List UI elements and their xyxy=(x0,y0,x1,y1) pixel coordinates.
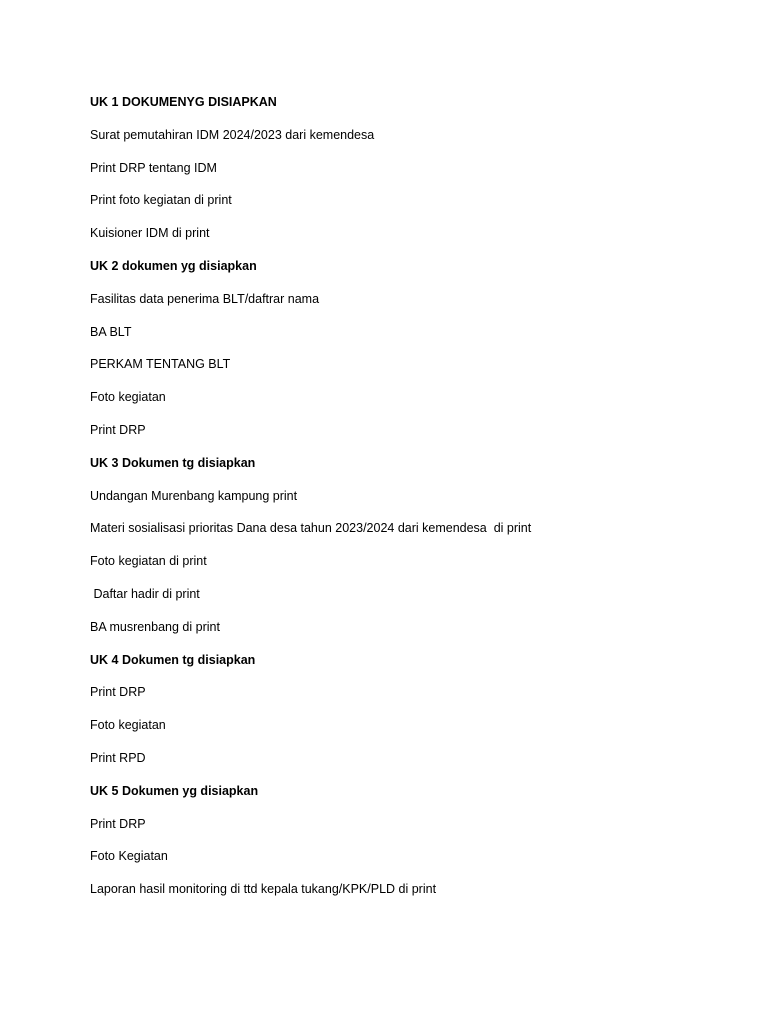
list-item: Print RPD xyxy=(90,750,146,765)
list-item: BA BLT xyxy=(90,324,132,339)
list-item: Laporan hasil monitoring di ttd kepala tukang/KPK/PLD di print xyxy=(90,882,437,897)
list-item: Print DRP tentang IDM xyxy=(90,160,217,175)
list-item: Print DRP xyxy=(90,422,146,437)
section-heading: UK 1 DOKUMENYG DISIAPKAN xyxy=(90,95,277,109)
list-item: Kuisioner IDM di print xyxy=(90,226,210,241)
list-item: Daftar hadir di print xyxy=(90,586,200,601)
list-item: Fasilitas data penerima BLT/daftrar nama xyxy=(90,291,320,306)
section-heading: UK 4 Dokumen tg disiapkan xyxy=(90,652,256,667)
section-heading: UK 3 Dokumen tg disiapkan xyxy=(90,455,256,470)
list-item: Materi sosialisasi prioritas Dana desa tahun 2023/2024 dari kemendesa di print xyxy=(90,521,532,536)
list-item: Foto Kegiatan xyxy=(90,849,168,864)
list-item: Print DRP xyxy=(90,816,146,831)
list-item: BA musrenbang di print xyxy=(90,619,220,634)
list-item: Foto kegiatan xyxy=(90,718,166,733)
list-item: PERKAM TENTANG BLT xyxy=(90,357,231,372)
list-item: Foto kegiatan di print xyxy=(90,554,207,569)
section-heading: UK 5 Dokumen yg disiapkan xyxy=(90,783,259,798)
list-item: Print foto kegiatan di print xyxy=(90,193,232,208)
list-item: Undangan Murenbang kampung print xyxy=(90,488,298,503)
section-heading: UK 2 dokumen yg disiapkan xyxy=(90,258,257,273)
list-item: Print DRP xyxy=(90,685,146,700)
document-body xyxy=(90,93,730,913)
list-item: Surat pemutahiran IDM 2024/2023 dari kemendesa xyxy=(90,127,375,142)
list-item: Foto kegiatan xyxy=(90,390,166,405)
